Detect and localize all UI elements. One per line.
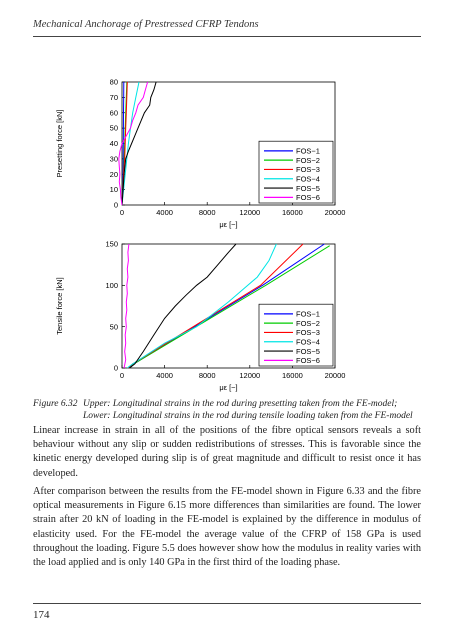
y-tick-label: 60 [109,108,118,118]
x-tick-label: 4000 [156,371,173,380]
y-tick-label: 150 [105,239,118,249]
legend-entry: FOS−2 [296,155,320,165]
x-tick-label: 12000 [239,208,261,217]
body-paragraph-2: After comparison between the results from the FE-model shown in Figure 6.33 and the fibre optical measurements in Figure 6.15 more differences than similarities are found. The lower strain after 20 kN of loading in the FE-model is explained by the difference in modulus of elasticity used. For the FE-model the average value of the CFRP of 158 GPa is used throughout the loading. Figure 5.5 does however show how the modulus in reality varies with the load applied and is only 140 GPa in the first third of the loading phase. [33,486,421,569]
y-tick-label: 0 [113,363,118,373]
x-tick-label: 4000 [156,208,173,217]
y-tick-label: 40 [109,139,118,149]
x-tick-label: 8000 [198,208,216,217]
y-tick-label: 30 [109,154,118,164]
y-tick-label: 0 [113,200,118,210]
y-tick-label: 50 [109,123,118,133]
legend-entry: FOS−4 [296,337,320,347]
legend [259,304,333,366]
legend-entry: FOS−3 [296,165,320,175]
legend-entry: FOS−5 [296,346,320,356]
y-tick-label: 10 [109,185,118,195]
body-paragraph-1: Linear increase in strain in all of the positions of the fibre optical sensors reveals a soft behaviour without any slip or sudden redistributions of stresses. This is favorable since the kinetic energy developed during slip is of great magnitude and difficult to resist once it has developed. [33,425,421,479]
x-axis-label: με [−] [219,383,238,392]
x-tick-label: 20000 [324,208,346,217]
page-number: 174 [33,609,50,621]
legend [259,141,333,203]
x-tick-label: 16000 [281,371,303,380]
y-axis-label: Presetting force [kN] [55,109,64,178]
x-tick-label: 12000 [239,371,261,380]
legend-entry: FOS−3 [296,328,320,338]
header-rule [33,36,421,37]
y-tick-label: 100 [105,280,118,290]
x-tick-label: 16000 [281,208,303,217]
x-tick-label: 0 [119,371,125,380]
legend-entry: FOS−2 [296,318,320,328]
upper-chart [0,72,453,232]
running-header: Mechanical Anchorage of Prestressed CFRP Tendons [33,19,259,30]
legend-entry: FOS−6 [296,356,320,366]
legend-entry: FOS−1 [296,309,320,319]
legend-entry: FOS−1 [296,146,320,156]
caption-text: Upper: Longitudinal strains in the rod during presetting taken from the FE-model; Lower: Longitudinal strains in the rod during tensile loading taken from the FE-model [83,399,413,421]
x-tick-label: 0 [119,208,125,217]
y-tick-label: 20 [109,169,118,179]
footer-rule [33,603,421,604]
y-tick-label: 80 [109,77,118,87]
lower-chart [0,237,453,392]
y-tick-label: 50 [109,322,118,332]
y-tick-label: 70 [109,92,118,102]
legend-entry: FOS−6 [296,193,320,203]
y-axis-label: Tensile force [kN] [55,277,64,335]
legend-entry: FOS−5 [296,183,320,193]
caption-label: Figure 6.32 [33,399,78,409]
x-tick-label: 20000 [324,371,346,380]
legend-entry: FOS−4 [296,174,320,184]
x-tick-label: 8000 [198,371,216,380]
x-axis-label: με [−] [219,220,238,229]
